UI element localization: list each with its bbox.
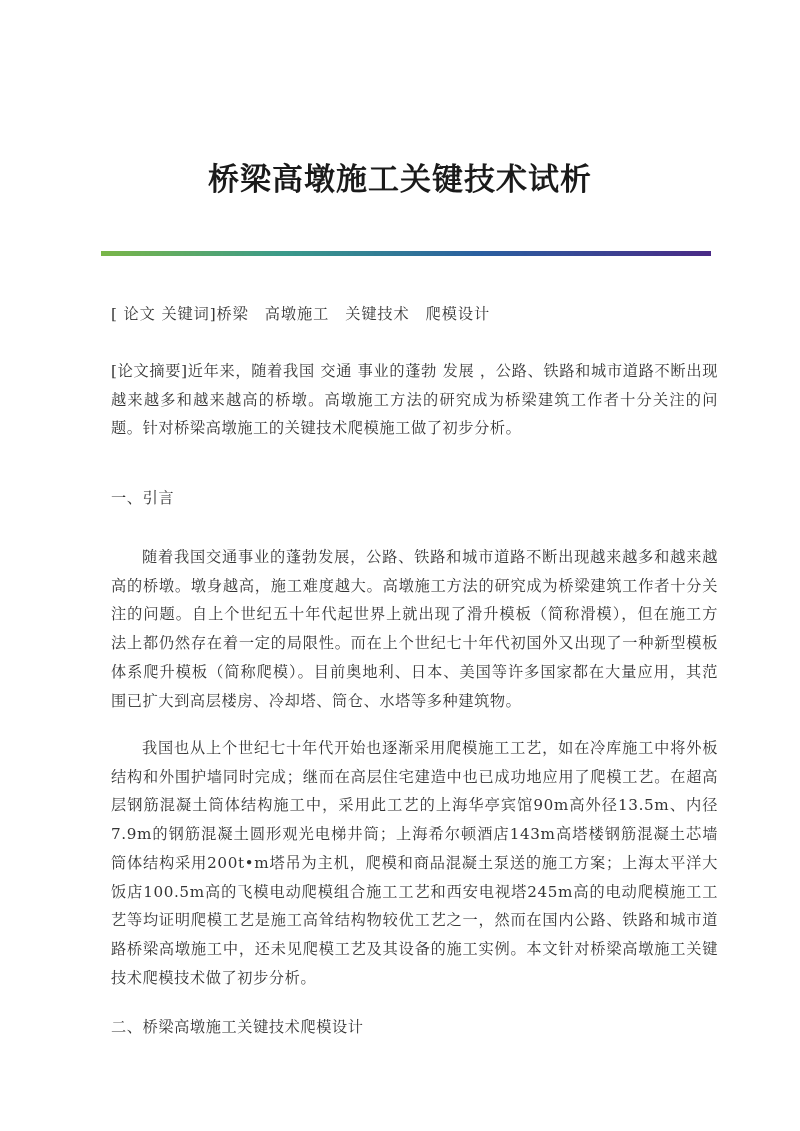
keywords-line: [ 论文 关键词]桥梁 高墩施工 关键技术 爬模设计 — [111, 305, 491, 323]
body-paragraph-2: 我国也从上个世纪七十年代开始也逐渐采用爬模施工工艺，如在冷库施工中将外板结构和外围护墙同时完成；继而在高层住宅建造中也已成功地应用了爬模工艺。在超高层钢筋混凝土筒体结构施工中，采用此工艺的上海华亭宾馆90m高外径13.5m、内径7.9m的钢筋混凝土圆形观光电梯井筒；上海希尔顿酒店143m高塔楼钢筋混凝土芯墙筒体结构采用200t•m塔吊为主机，爬模和商品混凝土泵送的施工方案；上海太平洋大饭店100.5m高的飞模电动爬模组合施工工艺和西安电视塔245m高的电动爬模施工工艺等均证明爬模工艺是施工高耸结构物较优工艺之一，然而在国内公路、铁路和城市道路桥梁高墩施工中，还未见爬模工艺及其设备的施工实例。本文针对桥梁高墩施工关键技术爬模技术做了初步分析。 — [111, 739, 718, 987]
body-paragraph-1: 随着我国交通事业的蓬勃发展，公路、铁路和城市道路不断出现越来越多和越来越高的桥墩。墩身越高，施工难度越大。高墩施工方法的研究成为桥梁建筑工作者十分关注的问题。自上个世纪五十年代起世界上就出现了滑升模板（简称滑模），但在施工方法上都仍然存在着一定的局限性。而在上个世纪七十年代初国外又出现了一种新型模板体系爬升模板（简称爬模）。目前奥地利、日本、美国等许多国家都在大量应用，其范围已扩大到高层楼房、冷却塔、筒仓、水塔等多种建筑物。 — [111, 548, 718, 710]
section-heading-introduction: 一、引言 — [111, 489, 175, 507]
section-heading-climbing-form-design: 二、桥梁高墩施工关键技术爬模设计 — [111, 1018, 364, 1036]
document-title: 桥梁高墩施工关键技术试析 — [208, 162, 592, 198]
title-underline-bar — [101, 251, 711, 256]
abstract-paragraph: [论文摘要]近年来，随着我国 交通 事业的蓬勃 发展 ，公路、铁路和城市道路不断出现越来越多和越来越高的桥墩。高墩施工方法的研究成为桥梁建筑工作者十分关注的问题。针对桥梁高墩施工的关键技术爬模施工做了初步分析。 — [111, 362, 718, 438]
